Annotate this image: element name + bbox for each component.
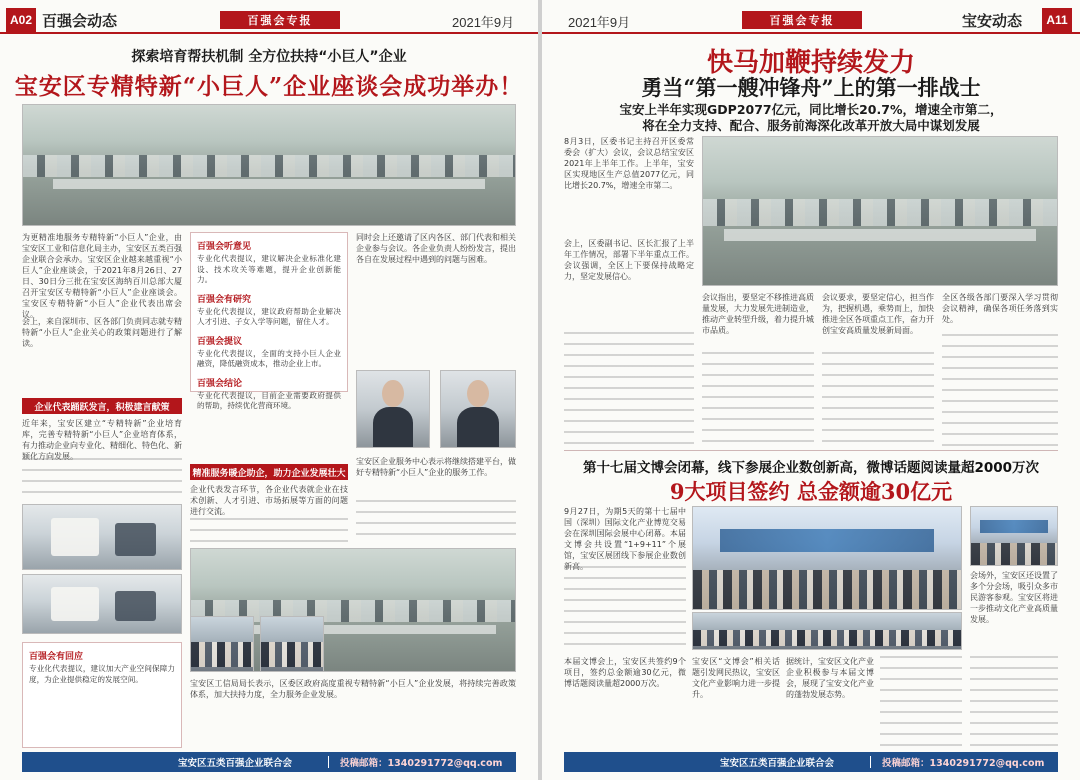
- left-col1-text2: 会上，来自深圳市、区各部门负责同志就专精特新“小巨人”企业关心的政策问题进行了解读。: [22, 317, 182, 348]
- box-title-5: 百强会有回应: [29, 652, 84, 662]
- right-lower-col5-filler: [970, 656, 1058, 748]
- left-band-2: 精准服务暖企助企，助力企业发展壮大: [190, 464, 348, 480]
- right-footer-email[interactable]: 投稿邮箱：1340291772@qq.com: [882, 758, 1045, 769]
- right-col1-text2: 会上，区委副书记、区长汇报了上半年工作情况，部署下半年重点工作。会议强调，全区上下要保持战略定力，坚定发展信心。: [564, 239, 694, 281]
- left-page: [0, 0, 538, 780]
- group-thumb-2: [260, 616, 324, 672]
- right-deck-2: 将在全力支持、配合、服务前海深化改革开放大局中谋划发展: [642, 118, 980, 133]
- box-text-5: 专业化代表提议，建议加大产业空间保障力度，为企业提供稳定的发展空间。: [29, 664, 175, 684]
- left-headline: 宝安区专精特新“小巨人”企业座谈会成功举办！: [14, 73, 524, 100]
- left-page-header: [0, 8, 538, 34]
- right-lower-col2-text: 宝安区“文博会”相关话题引发网民热议，宝安区文化产业影响力进一步提升。: [692, 657, 780, 699]
- right-col3-filler: [822, 352, 934, 446]
- left-col1-filler: [22, 458, 182, 498]
- left-col3-text: 同时会上还邀请了区内各区、部门代表和相关企业参与会议。各企业负责人纷纷发言，提出各自在发展过程中遇到的问题与困难。: [356, 233, 516, 264]
- right-lower-col4-filler: [880, 656, 962, 748]
- factory-photo-1: [22, 504, 182, 570]
- left-footer-org: 宝安区五类百强企业联合会: [178, 758, 293, 769]
- left-footer: [22, 752, 516, 772]
- committee-meeting-photo: [702, 136, 1058, 286]
- left-brand-logo: 百强会专报: [220, 11, 340, 29]
- expo-hall-photo: [692, 506, 962, 610]
- right-lower-col1b: 本届文博会上，宝安区共签约9个项目，签约总金额逾30亿元，微博话题阅读量超2000万次。: [564, 657, 686, 688]
- box-title-2: 百强会有研究: [197, 294, 252, 305]
- expo-group-photo: [692, 612, 962, 650]
- box-text-4: 专业化代表提议，目前企业需要政府提供的帮助，持续优化营商环境。: [197, 390, 341, 410]
- left-subtitle: 探索培育帮扶机制 全方位扶持“小巨人”企业: [131, 49, 407, 65]
- speaker-photo-2: [440, 370, 516, 448]
- right-page-number: A11: [1042, 8, 1072, 32]
- box-title-3: 百强会提议: [197, 336, 243, 347]
- right-col4-filler: [942, 334, 1058, 446]
- box-text-3: 专业化代表提议，全面的支持小巨人企业融资，降低融资成本，推动企业上市。: [197, 348, 341, 368]
- right-deck-1: 宝安上半年实现GDP2077亿元，同比增长20.7%，增速全市第二，: [619, 102, 1003, 117]
- right-col2-filler: [702, 352, 814, 446]
- right-lower-col3-text: 据统计，宝安区文化产业企业积极参与本届文博会，展现了宝安文化产业的蓬勃发展态势。: [786, 657, 874, 699]
- right-headline-1: 快马加鞭持续发力: [706, 48, 915, 78]
- right-lower-col5-text: 会场外，宝安区还设置了多个分会场，吸引众多市民游客参观。宝安区将进一步推动文化产业高质量发展。: [970, 571, 1058, 624]
- right-footer: [564, 752, 1058, 772]
- right-headline-3: 第十七届文博会闭幕，线下参展企业数创新高，微博话题阅读量超2000万次: [582, 460, 1040, 476]
- box-title-4: 百强会结论: [197, 378, 243, 389]
- left-date: 2021年9月: [452, 15, 515, 30]
- left-section-title: 百强会动态: [42, 12, 118, 30]
- right-page-header: [542, 8, 1080, 34]
- right-col3-text: 会议要求，要坚定信心，担当作为，把握机遇，乘势而上，加快推进全区各项重点工作，奋力开创宝安高质量发展新局面。: [822, 293, 934, 335]
- right-headline-2: 勇当“第一艘冲锋舟”上的第一排战士: [641, 75, 981, 100]
- right-headline-4: 9大项目签约 总金额逾30亿元: [669, 479, 953, 504]
- left-col1-lower-text: 近年来，宝安区建立“专精特新”企业培育库，完善专精特新“小巨人”企业培育体系，有力推动企业向专业化、精细化、特色化、新颖化方向发展。: [22, 419, 182, 461]
- right-lower-col1-text: 9月27日，为期5天的第十七届中国（深圳）国际文化产业博览交易会在深圳国际会展中心闭幕。本届文博会共设置“1+9+11”个展馆，宝安区展团线下参展企业数创新高。: [564, 507, 686, 571]
- left-sidebar-box-2: [22, 642, 182, 748]
- right-section-title: 宝安动态: [962, 12, 1023, 30]
- factory-photo-2: [22, 574, 182, 634]
- right-lower-col1-filler: [564, 566, 686, 650]
- left-footer-email[interactable]: 投稿邮箱：1340291772@qq.com: [340, 758, 503, 769]
- left-band-1: 企业代表踊跃发言，积极建言献策: [22, 398, 182, 414]
- left-footer-sep: [328, 756, 329, 768]
- left-page-number: A02: [6, 8, 36, 32]
- left-final-text: 宝安区工信局局长表示，区委区政府高度重视专精特新“小巨人”企业发展，将持续完善政策体系，加大扶持力度，全力服务企业发展。: [190, 679, 516, 699]
- box-text-1: 专业化代表提议，建议解决企业标准化建设、技术攻关等难题，提升企业创新能力。: [197, 254, 341, 284]
- speaker-photo-1: [356, 370, 430, 448]
- right-footer-sep: [870, 756, 871, 768]
- group-thumb-1: [190, 616, 254, 672]
- right-date: 2021年9月: [568, 15, 631, 30]
- right-col2-text: 会议指出，要坚定不移推进高质量发展，大力发展先进制造业，推动产业转型升级，着力提升城市品质。: [702, 293, 814, 335]
- left-col3-lower-text: 宝安区企业服务中心表示将继续搭建平台，做好专精特新“小巨人”企业的服务工作。: [356, 457, 516, 477]
- right-col1-filler: [564, 332, 694, 446]
- left-col2-lower-text: 企业代表发言环节，各企业代表就企业在技术创新、人才引进、市场拓展等方面的问题进行交流。: [190, 485, 348, 516]
- left-col3-filler: [356, 500, 516, 538]
- right-brand-logo: 百强会专报: [742, 11, 862, 29]
- right-col1-text: 8月3日，区委书记主持召开区委常委会（扩大）会议，会议总结宝安区2021年上半年工作。上半年，宝安区实现地区生产总值2077亿元，同比增长20.7%，增速全市第二。: [564, 137, 694, 190]
- box-text-2: 专业化代表提议，建议政府帮助企业解决人才引进、子女入学等问题，留住人才。: [197, 306, 341, 326]
- meeting-photo-main: [22, 104, 516, 226]
- right-section-divider: [564, 450, 1058, 451]
- left-sidebar-box: [190, 232, 348, 410]
- right-page: [542, 0, 1080, 780]
- left-col1-text: 为更精准地服务专精特新“小巨人”企业，由宝安区工业和信息化局主办，宝安区五类百强企业联合会承办。宝安区企业越来越重视“小巨人”企业座谈会，于2021年8月26日、27日、30日分三批在宝安区海纳百川总部大厦召开宝安区专精特新“小巨人”企业座谈会。宝安区专精特新“小巨人”企业代表出席会议。: [22, 233, 182, 319]
- right-col4-text: 全区各级各部门要深入学习贯彻会议精神，确保各项任务落到实处。: [942, 293, 1058, 324]
- right-footer-org: 宝安区五类百强企业联合会: [720, 758, 835, 769]
- expo-side-photo: [970, 506, 1058, 566]
- box-title-1: 百强会听意见: [197, 242, 252, 252]
